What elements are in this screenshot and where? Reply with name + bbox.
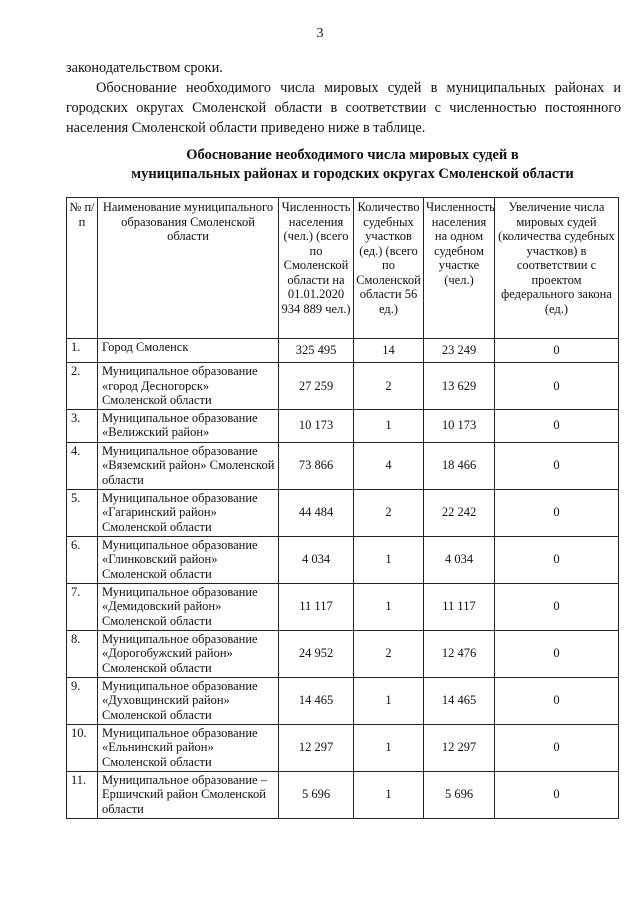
row-number: 3. <box>67 409 98 442</box>
row-number: 10. <box>67 724 98 771</box>
header-increase: Увеличение числа мировых судей (количества судебных участков) в соответствии с проектом федерального закона (ед.) <box>495 198 619 339</box>
row-population: 14 465 <box>279 677 354 724</box>
row-population: 10 173 <box>279 409 354 442</box>
table-title-line-2: муниципальных районах и городских округах Смоленской области <box>131 166 574 182</box>
table-row <box>67 724 619 771</box>
table-title-line-1: Обоснование необходимого числа мировых судей в <box>186 147 519 163</box>
row-per-site: 22 242 <box>424 489 495 536</box>
row-sites: 1 <box>354 771 424 818</box>
row-population: 12 297 <box>279 724 354 771</box>
row-increase: 0 <box>495 442 619 489</box>
row-name: Муниципальное образование «Гагаринский район» Смоленской области <box>98 489 279 536</box>
table-title <box>70 146 635 184</box>
judges-table <box>66 197 619 819</box>
row-number: 4. <box>67 442 98 489</box>
table-row <box>67 630 619 677</box>
row-increase: 0 <box>495 583 619 630</box>
row-name: Муниципальное образование «город Десногорск» Смоленской области <box>98 363 279 410</box>
row-population: 4 034 <box>279 536 354 583</box>
row-increase: 0 <box>495 630 619 677</box>
row-number: 2. <box>67 363 98 410</box>
row-sites: 4 <box>354 442 424 489</box>
row-increase: 0 <box>495 536 619 583</box>
row-per-site: 10 173 <box>424 409 495 442</box>
table-row <box>67 442 619 489</box>
row-per-site: 13 629 <box>424 363 495 410</box>
row-number: 5. <box>67 489 98 536</box>
row-number: 1. <box>67 339 98 363</box>
header-sites: Количество судебных участков (ед.) (всего по Смоленской области 56 ед.) <box>354 198 424 339</box>
row-name: Муниципальное образование «Велижский район» <box>98 409 279 442</box>
row-name: Муниципальное образование «Вяземский район» Смоленской области <box>98 442 279 489</box>
header-population: Численность населения (чел.) (всего по Смоленской области на 01.01.2020 934 889 чел.) <box>279 198 354 339</box>
intro-paragraph: Обоснование необходимого числа мировых судей в муниципальных районах и городских округах Смоленской области в соответствии с численностью постоянного населения Смоленской области приведено ниже в таблице. <box>66 80 621 136</box>
row-name: Муниципальное образование «Духовщинский район» Смоленской области <box>98 677 279 724</box>
row-number: 9. <box>67 677 98 724</box>
row-population: 24 952 <box>279 630 354 677</box>
row-population: 5 696 <box>279 771 354 818</box>
row-sites: 14 <box>354 339 424 363</box>
row-name: Муниципальное образование «Дорогобужский район» Смоленской области <box>98 630 279 677</box>
row-per-site: 14 465 <box>424 677 495 724</box>
row-per-site: 5 696 <box>424 771 495 818</box>
row-per-site: 11 117 <box>424 583 495 630</box>
row-sites: 1 <box>354 409 424 442</box>
row-sites: 1 <box>354 677 424 724</box>
table-header-row <box>67 198 619 339</box>
header-per-site: Численность населения на одном судебном участке (чел.) <box>424 198 495 339</box>
row-number: 8. <box>67 630 98 677</box>
row-name: Муниципальное образование «Демидовский район» Смоленской области <box>98 583 279 630</box>
row-sites: 1 <box>354 536 424 583</box>
row-per-site: 23 249 <box>424 339 495 363</box>
row-population: 27 259 <box>279 363 354 410</box>
row-sites: 1 <box>354 583 424 630</box>
row-name: Муниципальное образование «Ельнинский район» Смоленской области <box>98 724 279 771</box>
table-row <box>67 489 619 536</box>
row-increase: 0 <box>495 771 619 818</box>
intro-continuation: законодательством сроки. <box>66 60 223 76</box>
row-increase: 0 <box>495 489 619 536</box>
row-increase: 0 <box>495 339 619 363</box>
row-sites: 2 <box>354 630 424 677</box>
table-row <box>67 409 619 442</box>
table-row <box>67 677 619 724</box>
row-name: Муниципальное образование – Ершичский район Смоленской области <box>98 771 279 818</box>
table-row <box>67 583 619 630</box>
row-sites: 1 <box>354 724 424 771</box>
row-name: Город Смоленск <box>98 339 279 363</box>
row-population: 73 866 <box>279 442 354 489</box>
row-population: 325 495 <box>279 339 354 363</box>
header-number: № п/п <box>67 198 98 339</box>
row-increase: 0 <box>495 409 619 442</box>
row-per-site: 4 034 <box>424 536 495 583</box>
row-per-site: 12 476 <box>424 630 495 677</box>
page-number: 3 <box>316 26 324 41</box>
table-row <box>67 339 619 363</box>
table-row <box>67 363 619 410</box>
table-row <box>67 771 619 818</box>
row-number: 6. <box>67 536 98 583</box>
row-population: 44 484 <box>279 489 354 536</box>
row-number: 11. <box>67 771 98 818</box>
row-increase: 0 <box>495 724 619 771</box>
intro-text <box>66 58 621 138</box>
row-increase: 0 <box>495 677 619 724</box>
header-name: Наименование муниципального образования Смоленской области <box>98 198 279 339</box>
row-sites: 2 <box>354 363 424 410</box>
table-body <box>67 339 619 819</box>
row-increase: 0 <box>495 363 619 410</box>
row-number: 7. <box>67 583 98 630</box>
row-sites: 2 <box>354 489 424 536</box>
table-row <box>67 536 619 583</box>
row-population: 11 117 <box>279 583 354 630</box>
row-per-site: 18 466 <box>424 442 495 489</box>
row-per-site: 12 297 <box>424 724 495 771</box>
row-name: Муниципальное образование «Глинковский район» Смоленской области <box>98 536 279 583</box>
